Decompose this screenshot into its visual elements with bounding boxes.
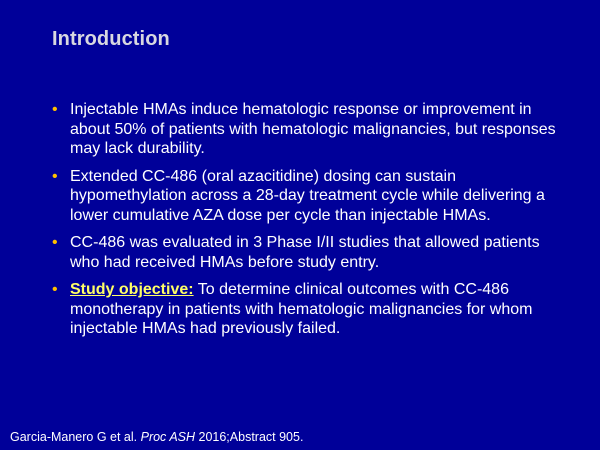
slide-title: Introduction: [52, 28, 170, 50]
bullet-item: [52, 233, 572, 272]
bullet-item-objective: [52, 280, 572, 339]
citation-authors: Garcia-Manero G et al.: [10, 430, 141, 444]
objective-text: To determine clinical outcomes with CC-486 monotherapy in patients with hematologic malignancies for whom injectable HMAs had previously failed.: [70, 281, 533, 337]
citation-rest: 2016;Abstract 905.: [195, 430, 304, 444]
citation-journal: Proc ASH: [140, 430, 196, 444]
bullet-text: Injectable HMAs induce hematologic response or improvement in about 50% of patients with hematologic malignancies, but responses may lack durability.: [70, 101, 556, 157]
bullet-marker-icon: •: [52, 167, 58, 185]
bullet-item: [52, 100, 572, 159]
bullet-text: CC-486 was evaluated in 3 Phase I/II studies that allowed patients who had received HMAs before study entry.: [70, 234, 540, 271]
bullet-item: [52, 167, 572, 226]
bullet-marker-icon: •: [52, 101, 58, 118]
citation: [10, 430, 303, 444]
bullet-marker-icon: •: [52, 234, 58, 251]
objective-label: Study objective:: [70, 281, 194, 298]
bullet-text: Extended CC-486 (oral azacitidine) dosing can sustain hypomethylation across a 28-day treatment cycle while delivering a lower cumulative AZA dose per cycle than injectable HMAs.: [70, 167, 545, 224]
bullet-list: [52, 100, 572, 347]
bullet-marker-icon: •: [52, 281, 58, 298]
